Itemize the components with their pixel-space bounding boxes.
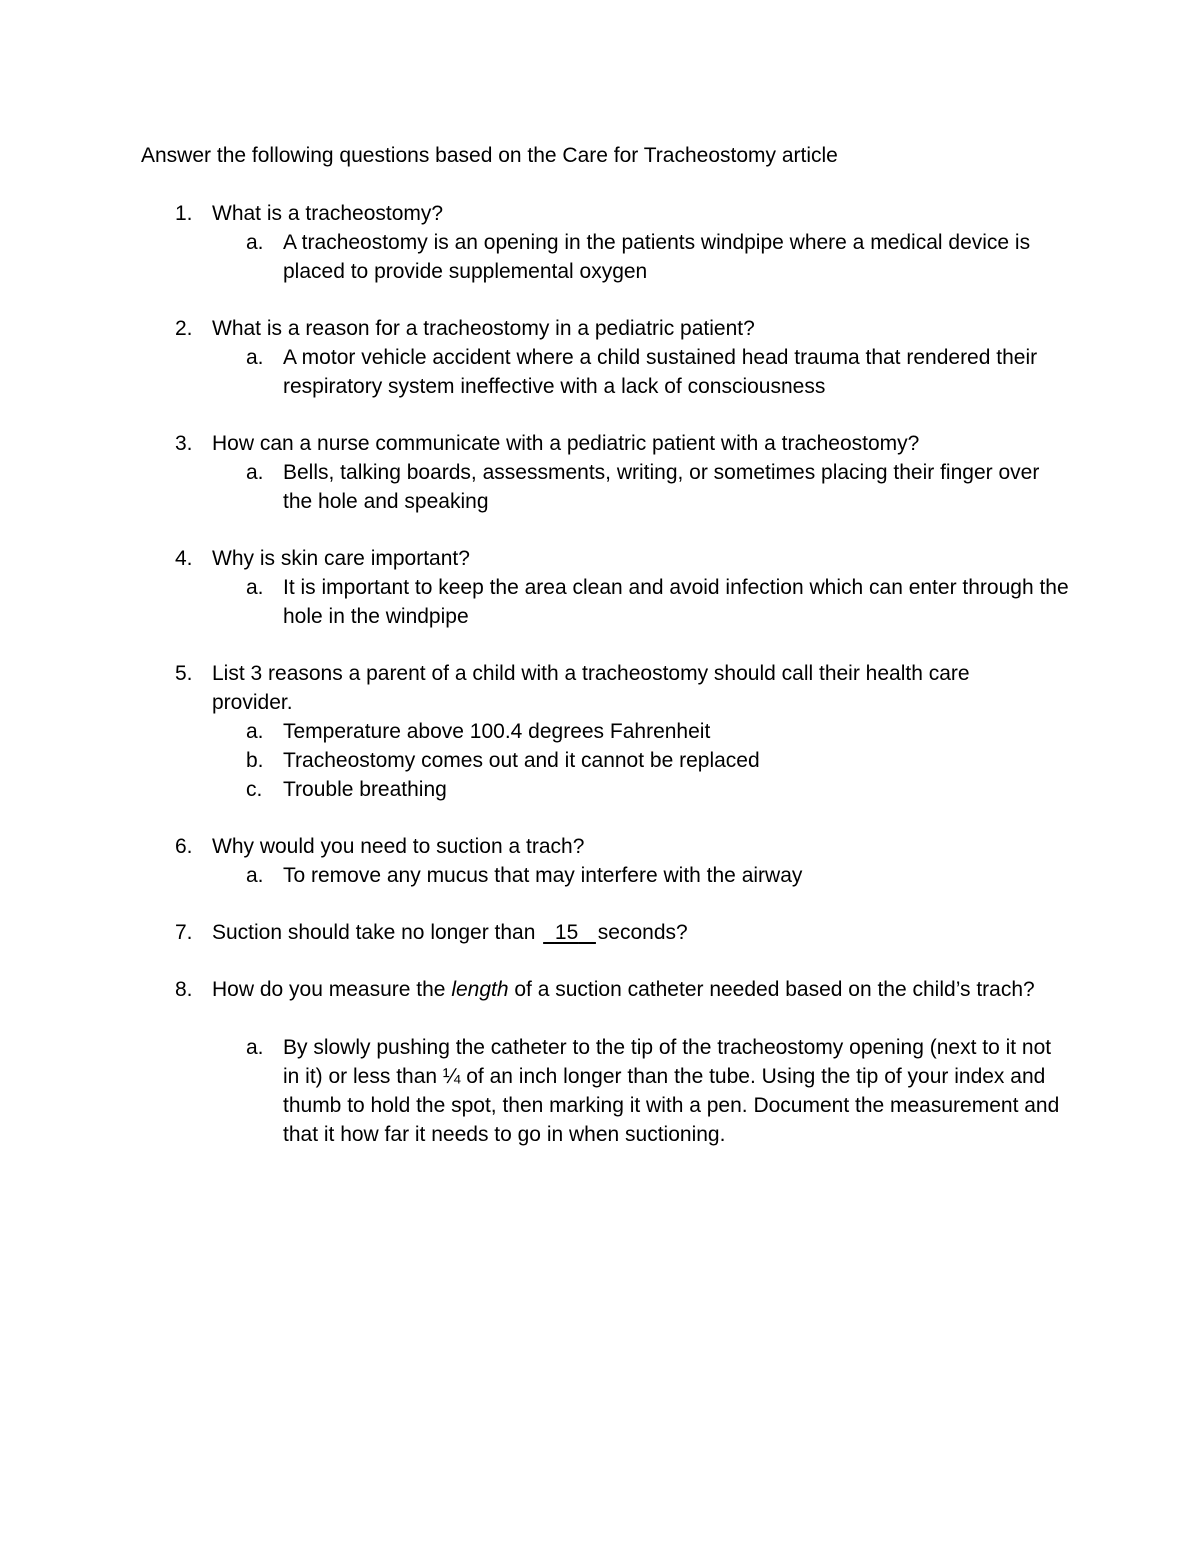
answer-item: [0, 458, 1200, 516]
answer-item: [0, 746, 1200, 775]
question-item: [0, 429, 1200, 516]
answer-list: [0, 228, 1200, 286]
answer-letter: a.: [246, 231, 264, 254]
instructions-heading: Answer the following questions based on the Care for Tracheostomy article: [141, 144, 838, 167]
question-text: Why is skin care important?: [212, 547, 470, 570]
answer-text: Tracheostomy comes out and it cannot be replaced: [283, 749, 760, 772]
answer-item: [0, 1033, 1200, 1149]
answer-letter: a.: [246, 1036, 264, 1059]
answer-text: Bells, talking boards, assessments, writing, or sometimes placing their finger over the hole and speaking: [283, 461, 1040, 513]
answer-letter: a.: [246, 346, 264, 369]
fill-in-blank: [541, 918, 598, 947]
question-text-after: seconds?: [597, 921, 688, 944]
answer-list: [0, 458, 1200, 516]
question-item: [0, 975, 1200, 1149]
question-text-after: of a suction catheter needed based on the child’s trach?: [514, 978, 1035, 1001]
question-text: List 3 reasons a parent of a child with a tracheostomy should call their health care provider.: [212, 662, 970, 714]
emphasized-word: length: [451, 978, 509, 1001]
question-text: What is a reason for a tracheostomy in a pediatric patient?: [212, 317, 755, 340]
question-list: [0, 199, 1200, 1177]
answer-list: [0, 343, 1200, 401]
answer-text: Trouble breathing: [283, 778, 447, 801]
answer-list: [0, 573, 1200, 631]
answer-letter: a.: [246, 461, 264, 484]
answer-letter: a.: [246, 576, 264, 599]
answer-text: A tracheostomy is an opening in the patients windpipe where a medical device is placed to provide supplemental oxygen: [283, 231, 1031, 283]
answer-text: It is important to keep the area clean and avoid infection which can enter through the hole in the windpipe: [283, 576, 1069, 628]
answer-letter: a.: [246, 864, 264, 887]
answer-letter: b.: [246, 749, 264, 772]
answer-list: [0, 717, 1200, 804]
answer-item: [0, 861, 1200, 890]
question-number: 8.: [175, 978, 193, 1001]
answer-text: Temperature above 100.4 degrees Fahrenheit: [283, 720, 711, 743]
answer-item: [0, 343, 1200, 401]
question-item: [0, 832, 1200, 890]
question-text: [212, 975, 1052, 1004]
question-item: [0, 659, 1200, 804]
blank-answer: 15: [554, 921, 579, 944]
question-number: 1.: [175, 202, 193, 225]
answer-letter: c.: [246, 778, 263, 801]
question-item: [0, 199, 1200, 286]
answer-item: [0, 573, 1200, 631]
question-item: [0, 918, 1200, 947]
question-text-before: Suction should take no longer than: [212, 921, 536, 944]
question-number: 6.: [175, 835, 193, 858]
question-text-before: How do you measure the: [212, 978, 446, 1001]
answer-list: [0, 1033, 1200, 1149]
question-number: 2.: [175, 317, 193, 340]
answer-text: To remove any mucus that may interfere with the airway: [283, 864, 803, 887]
question-item: [0, 314, 1200, 401]
question-text: Why would you need to suction a trach?: [212, 835, 585, 858]
answer-item: [0, 228, 1200, 286]
question-text: What is a tracheostomy?: [212, 202, 444, 225]
question-text: [212, 918, 1052, 947]
question-number: 4.: [175, 547, 193, 570]
question-number: 7.: [175, 921, 193, 944]
question-number: 5.: [175, 662, 193, 685]
answer-list: [0, 861, 1200, 890]
answer-text: By slowly pushing the catheter to the tip of the tracheostomy opening (next to it not in it) or less than ¼ of an inch longer than the tube. Using the tip of your index and thumb to hold the spot, then marking it with a pen. Document the measurement and that it how far it needs to go in when suctioning.: [283, 1036, 1060, 1146]
answer-text: A motor vehicle accident where a child sustained head trauma that rendered their respiratory system ineffective with a lack of consciousness: [283, 346, 1038, 398]
answer-letter: a.: [246, 720, 264, 743]
question-text: How can a nurse communicate with a pediatric patient with a tracheostomy?: [212, 432, 920, 455]
answer-item: [0, 717, 1200, 746]
question-number: 3.: [175, 432, 193, 455]
answer-item: [0, 775, 1200, 804]
question-item: [0, 544, 1200, 631]
